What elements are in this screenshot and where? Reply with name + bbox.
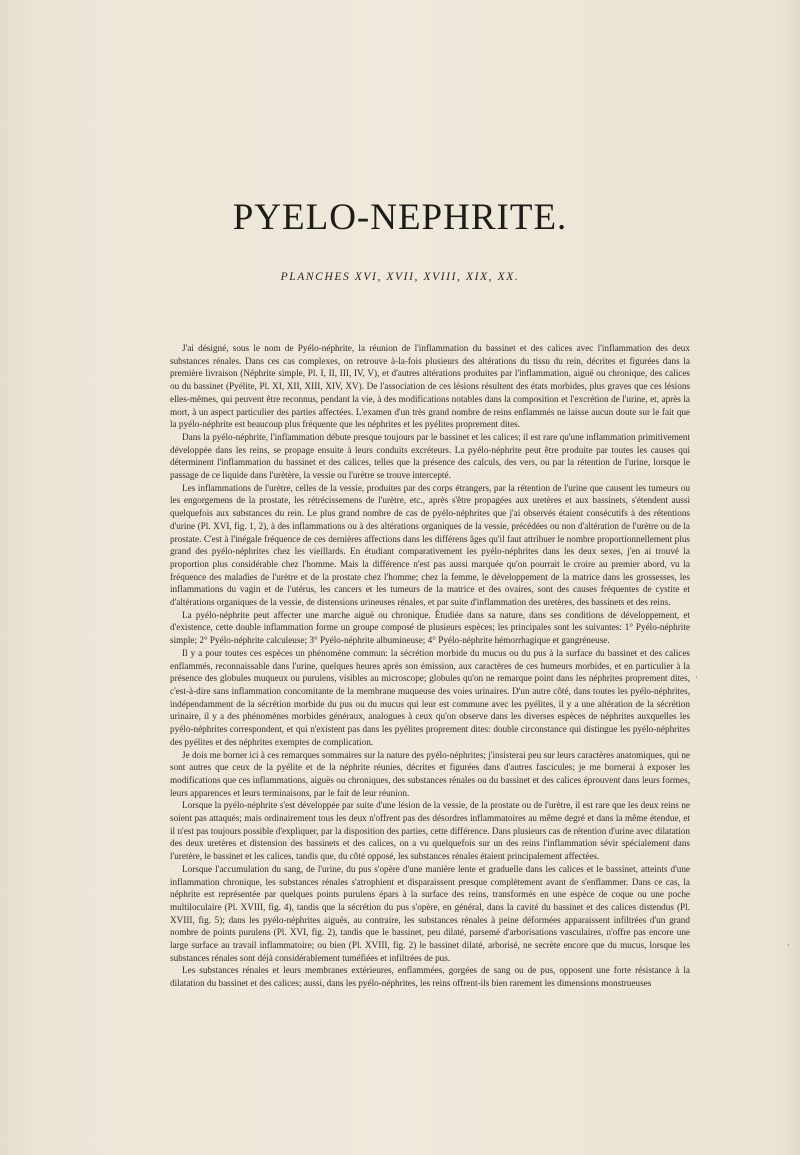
paragraph: Les substances rénales et leurs membranes extérieures, enflammées, gorgées de sang ou de pus, opposent une forte résistance à la dilatation du bassinet et des calices; aussi, dans les pyélo-néphrites, les reins offrent-ils bien rarement les dimensions monstrueuses	[170, 965, 690, 989]
paragraph: Il y a pour toutes ces espèces un phénomène commun: la sécrétion morbide du mucus ou du pus à la surface du bassinet et des calices enflammés, reconnaissable dans l'urine, quelques heures après son émission, aux caractères de ces humeurs morbides, et en particulier à la présence des globules muqueux ou purulens, visibles au microscope; globules qu'on ne remarque point dans les néphrites proprement dites, c'est-à-dire sans inflammation concomitante de la membrane muqueuse des voies urinaires. D'un autre côté, dans toutes les pyélo-néphrites, indépendamment de la sécrétion morbide du pus ou du mucus qui leur est commune avec les pyélites, il y a une altération de la sécrétion urinaire, il y a des phénomènes morbides généraux, analogues à ceux qu'on observe dans les diverses espèces de néphrites auxquelles les pyélo-néphrites correspondent, et qui n'existent pas dans les pyélites proprement dites: double circonstance qui distingue les pyélo-néphrites des pyélites et des néphrites exemptes de complication.	[170, 647, 690, 747]
paragraph: Les inflammations de l'urètre, celles de la vessie, produites par des corps étrangers, par la rétention de l'urine que causent les tumeurs ou les engorgemens de la prostate, les rétrécissemens de l'urètre, etc., après s'être propagées aux uretères et aux bassinets, s'étendent aussi quelquefois aux substances du rein. Le plus grand nombre de cas de pyélo-néphrites que j'ai observés étaient consécutifs à des rétentions d'urine (Pl. XVI, fig. 1, 2), à des inflammations ou à des altérations organiques de la vessie, précédées ou non d'altération de l'urètre ou de la prostate. C'est à l'inégale fréquence de ces dernières affections dans les différens âges qu'il faut attribuer le nombre proportionnellement plus grand des pyélo-néphrites chez les vieillards. En étudiant comparativement les pyélo-néphrites dans les deux sexes, j'en ai trouvé la proportion plus considérable chez l'homme. Mais la différence n'est pas aussi marquée qu'on pourrait le croire au premier abord, vu la fréquence des maladies de l'urètre et de la prostate chez l'homme; chez la femme, le développement de la matrice dans les grossesses, les inflammations du vagin et de l'utérus, les cancers et les tumeurs de la matrice et des ovaires, sont des causes fréquentes de cystite et d'altérations organiques de la vessie, de distensions urineuses rénales, et par suite d'inflammation des uretères, des bassinets et des reins.	[170, 482, 690, 608]
paragraph: Lorsque l'accumulation du sang, de l'urine, du pus s'opère d'une manière lente et graduelle dans les calices et le bassinet, atteints d'une inflammation chronique, les substances rénales s'atrophient et disparaissent presque complètement avant de s'enflammer. Dans ce cas, la néphrite est représentée par quelques points purulens épars à la surface des reins, transformés en une espèce de coque ou une poche multiloculaire (Pl. XVIII, fig. 4), tandis que la sécrétion du pus s'opère, en général, dans la cavité du bassinet et des calices distendus (Pl. XVIII, fig. 5); dans les pyélo-néphrites aiguës, au contraire, les substances rénales à peine déformées apparaissent infiltrées d'un grand nombre de points purulens (Pl. XVI, fig. 2), tandis que le bassinet, peu dilaté, parsemé d'arborisations vasculaires, n'offre pas encore une large surface au travail inflammatoire; ou bien (Pl. XVIII, fig. 2) le bassinet dilaté, arborisé, ne secrète encore que du mucus, lorsque les substances rénales sont déjà considérablement tuméfiées et infiltrées de pus.	[170, 863, 690, 963]
paragraph: Dans la pyélo-néphrite, l'inflammation débute presque toujours par le bassinet et les calices; il est rare qu'une inflammation primitivement développée dans les reins, se propage ensuite à leurs conduits excréteurs. La pyélo-néphrite peut être produite par toutes les causes qui déterminent l'inflammation du bassinet et des calices, telles que la présence des calculs, des vers, ou par la rétention de l'urine, lorsque le passage de ce liquide dans l'urètère, la vessie ou l'urètre se trouve intercepté.	[170, 431, 690, 481]
body-text	[170, 342, 690, 990]
paper-speck: ·	[787, 940, 790, 950]
paragraph: J'ai désigné, sous le nom de Pyélo-néphrite, la réunion de l'inflammation du bassinet et des calices avec l'inflammation des deux substances rénales. Dans ces cas complexes, on retrouve à-la-fois plusieurs des altérations du tissu du rein, décrites et figurées dans la première livraison (Néphrite simple, Pl. I, II, III, IV, V), et d'autres altérations produites par l'inflammation, aiguë ou chronique, des calices ou du bassinet (Pyélite, Pl. XI, XII, XIII, XIV, XV). De l'association de ces lésions résultent des états morbides, plus graves que ces lésions elles-mêmes, qui peuvent être reconnus, pendant la vie, à des modifications notables dans la composition et l'excrétion de l'urine, et, après la mort, à un aspect particulier des parties affectées. L'examen d'un très grand nombre de reins enflammés ne laisse aucun doute sur le fait que la pyélo-néphrite est beaucoup plus fréquente que les néphrites et les pyélites proprement dites.	[170, 343, 690, 430]
paragraph: La pyélo-néphrite peut affecter une marche aiguë ou chronique. Étudiée dans sa nature, dans ses conditions de développement, et d'existence, cette double inflammation forme un groupe composé de plusieurs espèces; les principales sont les suivantes: 1° Pyélo-néphrite simple; 2° Pyélo-néphrite calculeuse; 3° Pyélo-néphrite albumineuse; 4° Pyélo-néphrite hémorrhagique et gangréneuse.	[170, 609, 690, 646]
paragraph: Lorsque la pyélo-néphrite s'est développée par suite d'une lésion de la vessie, de la prostate ou de l'urètre, il est rare que les deux reins ne soient pas attaqués; mais ordinairement tous les deux n'offrent pas des désordres inflammatoires au même degré et dans la même étendue, et il n'est pas toujours possible d'expliquer, par la disposition des parties, cette différence. Dans plusieurs cas de rétention d'urine avec dilatation des deux uretères et distension des bassinets et des calices, on a vu quelquefois sur un des reins l'inflammation sévir spécialement dans l'uretère, le bassinet et les calices, tandis que, du côté opposé, les substances rénales étaient principalement affectées.	[170, 800, 690, 862]
paper-speck: ·	[695, 672, 698, 682]
page-subtitle: PLANCHES XVI, XVII, XVIII, XIX, XX.	[280, 271, 520, 283]
paragraph: Je dois me borner ici à ces remarques sommaires sur la nature des pyélo-néphrites; j'insisterai peu sur leurs caractères anatomiques, qui ne sont autres que ceux de la pyélite et de la néphrite réunies, décrites et figurées dans d'autres fascicules; je me bornerai à exposer les modifications que ces inflammations, aiguës ou chroniques, des substances rénales ou du bassinet et des calices éprouvent dans leurs formes, leurs apparences et leurs terminaisons, par le fait de leur réunion.	[170, 749, 690, 798]
page-title: PYELO-NEPHRITE.	[232, 197, 568, 238]
